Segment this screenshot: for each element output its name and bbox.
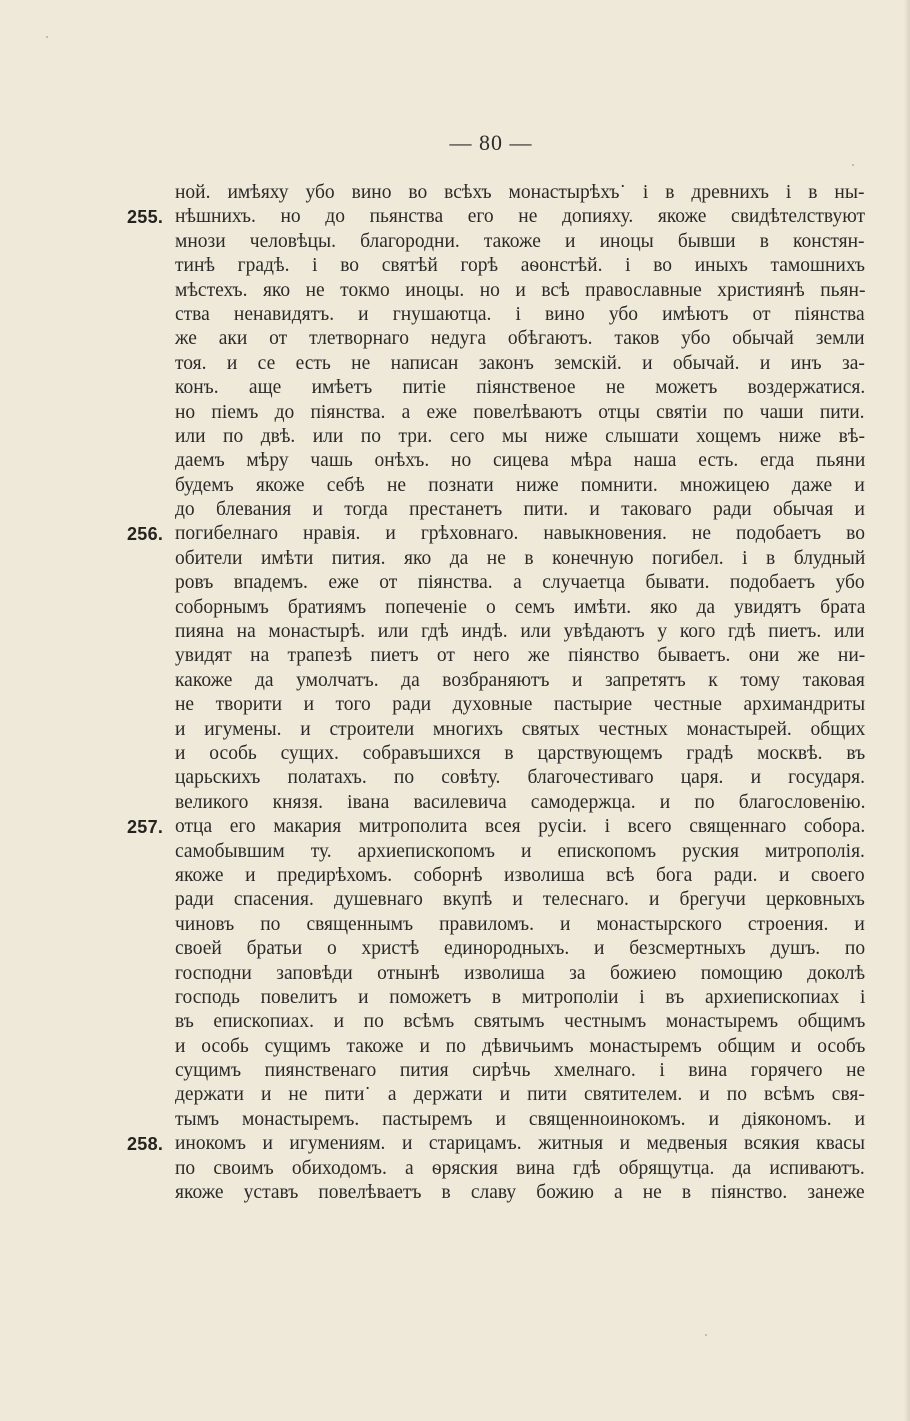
- line-text: тинѣ градѣ. і во святѣй горѣ аѳонстѣй. і во иныхъ тамошнихъ: [175, 255, 865, 277]
- margin-line-number: 257.: [127, 817, 164, 838]
- line-text: и особь сущих. собравъшихся в царствующемъ градѣ москвѣ. въ: [175, 742, 866, 764]
- text-line: [175, 1010, 865, 1034]
- text-line: [175, 620, 865, 644]
- line-text: пияна на монастырѣ. или гдѣ индѣ. или увѣдаютъ у кого гдѣ пиетъ. или: [175, 621, 865, 643]
- line-text: самобывшим ту. архиепископомъ и епископомъ руския митрополія.: [175, 840, 865, 862]
- text-line: [175, 1108, 865, 1132]
- line-text: или по двѣ. или по три. сего мы ниже слышати хощемъ ниже вѣ-: [175, 425, 865, 447]
- line-text: но піемъ до піянства. а еже повелѣваютъ отцы святіи по чаши пити.: [175, 401, 865, 423]
- line-text: чиновъ по священнымъ правиломъ. и монастырского строения. и: [175, 913, 865, 935]
- line-text: тымъ монастыремъ. пастыремъ и священноинокомъ. и діякономъ. и: [175, 1108, 866, 1130]
- text-line: [175, 401, 865, 425]
- line-text: господь повелитъ и поможетъ в митрополіи і въ архиепископиах і: [175, 986, 866, 1008]
- line-text: якоже и предирѣхомъ. соборнѣ изволиша всѣ бога ради. и своего: [175, 864, 865, 886]
- page-edge: [904, 0, 910, 1421]
- line-text: нѣшнихъ. но до пьянства его не допияху. якоже свидѣтелствуют: [175, 206, 866, 228]
- body-text: [127, 181, 866, 1205]
- text-line: [127, 815, 866, 839]
- line-text: ства ненавидятъ. и гнушаютца. і вино убо имѣютъ от піянства: [175, 303, 865, 325]
- line-text: не творити и того ради духовные пастырие честные архимандриты: [175, 694, 866, 716]
- line-text: тоя. и се есть не написан законъ земскій. и обычай. и инъ за-: [175, 352, 865, 374]
- text-line: [175, 596, 865, 620]
- text-line: [175, 742, 865, 766]
- text-line: [175, 840, 865, 864]
- text-line: [175, 1035, 865, 1059]
- line-text: погибелнаго нравія. и грѣховнаго. навыкновения. не подобаетъ во: [175, 523, 865, 545]
- text-line: [175, 766, 865, 790]
- text-line: [175, 474, 865, 498]
- line-text: какоже да умолчатъ. да возбраняютъ и запретятъ к тому таковая: [175, 669, 865, 691]
- text-line: [175, 303, 865, 327]
- text-line: [175, 864, 865, 888]
- text-line: [175, 376, 865, 400]
- line-text: и особь сущимъ такоже и по дѣвичьимъ монастыремъ общим и особъ: [175, 1035, 866, 1057]
- text-line: [175, 254, 865, 278]
- line-text: мѣстехъ. яко не токмо иноцы. но и всѣ православные християнѣ пьян-: [175, 279, 866, 301]
- line-text: будемъ якоже себѣ не познати ниже помнити. множицею даже и: [175, 474, 865, 496]
- paper-speck: [852, 164, 854, 166]
- text-line: [175, 279, 865, 303]
- text-line: [175, 571, 865, 595]
- line-text: же аки от тлетворнаго недуга обѣгаютъ. таков убо обычай земли: [175, 328, 865, 350]
- line-text: великого князя. івана василевича самодержца. и по благословенію.: [175, 791, 866, 813]
- text-line: [175, 913, 865, 937]
- line-text: ради спасения. душевнаго вкупѣ и телеснаго. и брегучи церковныхъ: [175, 889, 865, 911]
- line-text: отца его макария митрополита всея русіи. і всего священнаго собора.: [175, 816, 866, 838]
- text-line: [175, 693, 865, 717]
- text-line: [175, 425, 865, 449]
- text-line: [175, 1083, 865, 1107]
- line-text: по своимъ обиходомъ. а ѳряския вина гдѣ обрящутца. да испиваютъ.: [175, 1157, 865, 1179]
- text-line: [175, 937, 865, 961]
- line-text: въ епископиах. и по всѣмъ святымъ честнымъ монастыремъ общимъ: [175, 1011, 866, 1033]
- line-text: якоже уставъ повелѣваетъ в славу божию а не в піянство. занеже: [175, 1182, 865, 1204]
- line-text: обители имѣти пития. яко да не в конечную погибел. і в блудный: [175, 547, 866, 569]
- text-line: [175, 547, 865, 571]
- line-text: сущимъ пиянственаго пития сирѣчь хмелнаго. і вина горячего не: [175, 1060, 866, 1082]
- line-text: и игумены. и строители многихъ святых честных монастырей. общих: [175, 718, 866, 740]
- line-text: своей братьи о христѣ единородныхъ. и безсмертныхъ душъ. по: [175, 938, 866, 960]
- text-line: [175, 791, 865, 815]
- text-line: [175, 230, 865, 254]
- line-text: конъ. аще имѣетъ питіе піянственое не можетъ воздержатися.: [175, 377, 866, 399]
- text-line: [175, 888, 865, 912]
- text-line: [175, 1181, 865, 1205]
- text-line: [175, 327, 865, 351]
- line-text: даемъ мѣру чашь онѣхъ. но сицева мѣра наша есть. егда пьяни: [175, 450, 866, 472]
- margin-line-number: 256.: [127, 524, 164, 545]
- text-line: [175, 181, 865, 205]
- text-line: [175, 449, 865, 473]
- paper-speck: [705, 1334, 707, 1336]
- text-line: [175, 962, 865, 986]
- line-text: держати и не пити˙ а держати и пити святителем. и по всѣмъ свя-: [175, 1084, 865, 1106]
- text-line: [175, 498, 865, 522]
- text-line: [175, 718, 865, 742]
- margin-line-number: 258.: [127, 1134, 164, 1155]
- text-line: [175, 669, 865, 693]
- paper-speck: [46, 36, 48, 38]
- text-line: [127, 522, 865, 546]
- line-text: мнози человѣцы. благородни. такоже и иноцы бывши в констян-: [175, 230, 865, 252]
- line-text: соборнымъ братиямъ попеченіе о семъ имѣти. яко да увидятъ брата: [175, 596, 866, 618]
- text-line: [127, 1132, 866, 1156]
- text-line: [175, 644, 865, 668]
- line-text: ровъ впадемъ. еже от піянства. а случаетца бывати. подобаетъ убо: [175, 572, 865, 594]
- line-text: господни заповѣди отнынѣ изволиша за божиею помощию доколѣ: [175, 962, 866, 984]
- line-text: ной. имѣяху убо вино во всѣхъ монастырѣхъ˙ і в древнихъ і в ны-: [175, 182, 865, 203]
- text-line: [175, 352, 865, 376]
- line-text: инокомъ и игумениям. и старицамъ. житныя и медвеныя всякия квасы: [175, 1133, 866, 1155]
- text-line: [175, 986, 865, 1010]
- text-line: [127, 205, 866, 229]
- text-line: [175, 1157, 865, 1181]
- page-number: — 80 —: [449, 130, 533, 155]
- line-text: увидят на трапезѣ пиетъ от него же піянство бываетъ. они же ни-: [175, 645, 866, 667]
- margin-line-number: 255.: [127, 207, 164, 228]
- text-line: [175, 1059, 865, 1083]
- line-text: до блевания и тогда престанетъ пити. и таковаго ради обычая и: [175, 499, 865, 521]
- line-text: царьскихъ полатахъ. по совѣту. благочестиваго царя. и государя.: [175, 767, 866, 789]
